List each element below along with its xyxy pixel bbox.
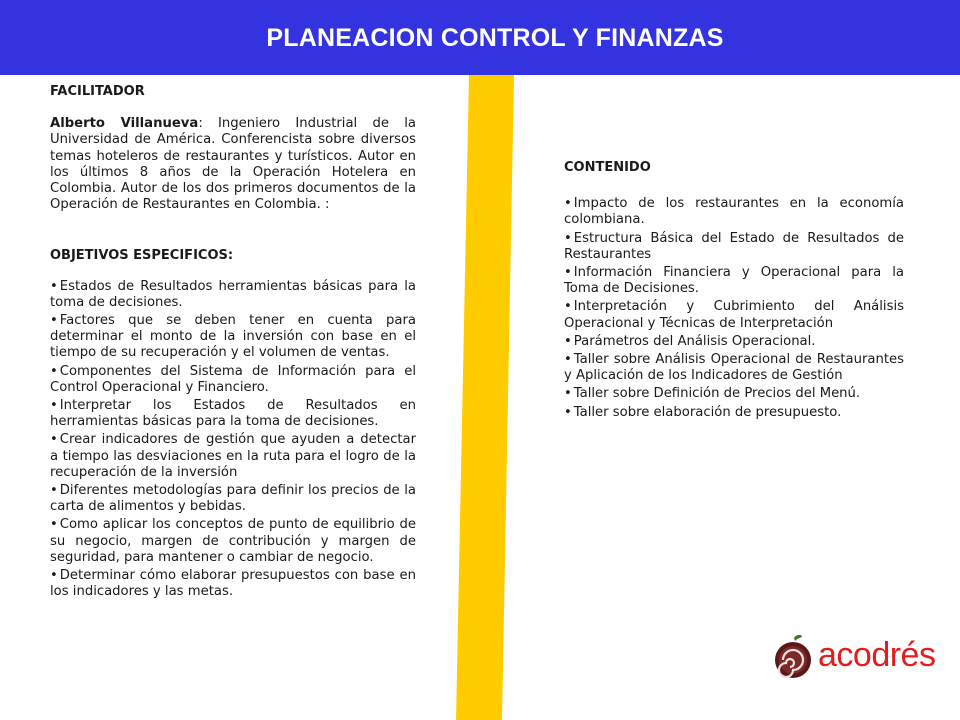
list-item: • Interpretación y Cubrimiento del Análisis Operacional y Técnicas de Interpretación [564,299,904,331]
list-item: • Factores que se deben tener en cuenta para determinar el monto de la inversión con base en el tiempo de su recuperación y el volumen de ventas. [50,313,416,361]
list-item: • Crear indicadores de gestión que ayuden a detectar a tiempo las desviaciones en la ruta para el logro de la recuperación de la inversión [50,432,416,480]
spiral-logo-icon [772,634,816,680]
list-item: • Información Financiera y Operacional para la Toma de Decisiones. [564,265,904,297]
right-column [564,160,904,423]
logo-text: acodrés [818,636,936,674]
list-item: • Impacto de los restaurantes en la economía colombiana. [564,196,904,228]
list-item: • Diferentes metodologías para definir los precios de la carta de alimentos y bebidas. [50,483,416,515]
facilitator-heading: FACILITADOR [50,84,145,99]
list-item: • Interpretar los Estados de Resultados en herramientas básicas para la toma de decisiones. [50,398,416,430]
list-item: • Componentes del Sistema de Información para el Control Operacional y Financiero. [50,363,416,395]
list-item: • Determinar cómo elaborar presupuestos con base en los indicadores y las metas. [50,568,416,600]
list-item: • Estados de Resultados herramientas básicas para la toma de decisiones. [50,278,416,310]
objectives-list [50,279,416,601]
left-column [50,84,416,602]
list-item: • Taller sobre elaboración de presupuesto. [564,404,842,420]
list-item: • Parámetros del Análisis Operacional. [564,333,816,349]
content-heading: CONTENIDO [564,160,651,175]
list-item: • Taller sobre Definición de Precios del Menú. [564,386,861,402]
content-list [564,196,904,421]
list-item: • Como aplicar los conceptos de punto de equilibrio de su negocio, margen de contribución y margen de seguridad, para mantener o cambiar de negocio. [50,517,416,565]
facilitator-bio: : Ingeniero Industrial de la Universidad de América. Conferencista sobre diversos temas hoteleros de restaurantes y turísticos. Autor en los últimos 8 años de la Operación Hotelera en Colombia. Autor de los dos primeros documentos de la Operación de Restaurantes en Colombia. : [50,116,416,213]
acodres-logo [772,634,944,680]
list-item: • Taller sobre Análisis Operacional de Restaurantes y Aplicación de los Indicadores de Gestión [564,352,904,384]
page-title: PLANEACION CONTROL Y FINANZAS [266,24,724,52]
facilitator-bio-paragraph [50,116,416,213]
facilitator-name: Alberto Villanueva [50,116,199,132]
objectives-heading: OBJETIVOS ESPECIFICOS: [50,248,234,264]
list-item: • Estructura Básica del Estado de Resultados de Restaurantes [564,230,904,262]
